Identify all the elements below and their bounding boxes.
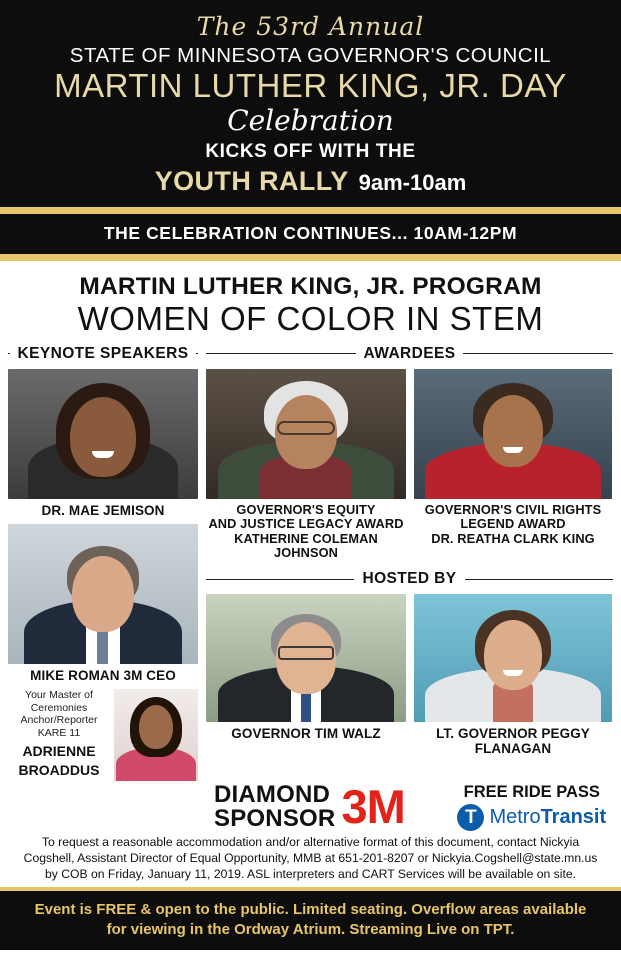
mc-name-line-1: ADRIENNE (22, 742, 96, 759)
caption-johnson-line-1: GOVERNOR'S EQUITY (236, 501, 376, 517)
person-card-tim-walz (206, 594, 406, 741)
accessibility-line-2: Cogshell, Assistant Director of Equal Opportunity, MMB at 651-201-8207 or Nickyia.Cogshell@state.mn.us (23, 851, 598, 865)
keynote-speakers-label: KEYNOTE SPEAKERS (17, 344, 189, 362)
photo-glasses (277, 421, 335, 435)
rule-right (196, 353, 198, 354)
mc-line-2: Anchor/Reporter KARE 11 (20, 714, 98, 739)
3m-logo: 3M (341, 780, 405, 834)
council-line: STATE OF MINNESOTA GOVERNOR'S COUNCIL (69, 44, 552, 68)
free-ride-block (457, 783, 606, 831)
rule-right-3 (465, 579, 613, 580)
person-card-jemison (8, 369, 198, 781)
youth-rally-row (10, 166, 611, 197)
sponsor-row (8, 780, 613, 834)
program-theme: WOMEN OF COLOR IN STEM (77, 300, 544, 338)
rule-left-2 (206, 353, 356, 354)
person-card-reatha-king (414, 369, 612, 546)
mlk-day-line: MARTIN LUTHER KING, JR. DAY (54, 67, 567, 105)
caption-tim-walz: GOVERNOR TIM WALZ (231, 726, 381, 742)
metro-wordmark (489, 806, 606, 829)
rule-left (8, 353, 10, 354)
poster-header (0, 0, 621, 207)
caption-king-line-2: LEGEND AWARD (460, 516, 566, 532)
diamond-line-2: SPONSOR (214, 805, 336, 833)
caption-johnson-line-2: AND JUSTICE LEGACY AWARD (208, 516, 404, 532)
diamond-line-1: DIAMOND (214, 781, 331, 809)
caption-king-line-1: GOVERNOR'S CIVIL RIGHTS (424, 501, 602, 517)
person-card-katherine-johnson (206, 369, 406, 560)
footer-line-2: for viewing in the Ordway Atrium. Streaming Live on TPT. (106, 920, 515, 938)
mc-block-adrienne (8, 689, 198, 781)
poster-body (0, 261, 621, 886)
photo-mike-roman (8, 524, 198, 664)
awardees-heading (206, 345, 613, 363)
photo-face-5 (483, 395, 543, 467)
caption-mike-roman: MIKE ROMAN 3M CEO (30, 668, 176, 684)
accessibility-notice (8, 831, 613, 887)
mc-line-1: Your Master of Ceremonies (25, 689, 93, 714)
program-title: MARTIN LUTHER KING, JR. PROGRAM (79, 273, 542, 301)
metro-word-transit: Transit (540, 806, 607, 829)
rule-right-2 (463, 353, 613, 354)
keynote-speakers-heading (8, 345, 198, 363)
metro-word-metro: Metro (489, 806, 541, 829)
photo-tie-2 (301, 690, 311, 722)
celebration-continues-bar (0, 214, 621, 254)
gold-divider-bar (0, 207, 621, 214)
caption-peggy-flanagan: LT. GOVERNOR PEGGY FLANAGAN (436, 726, 590, 757)
metro-t-icon: T (457, 804, 484, 831)
photo-face-3 (139, 705, 173, 749)
gold-divider-bar-2 (0, 254, 621, 261)
youth-rally-title: YOUTH RALLY (154, 166, 349, 197)
photo-tim-walz (206, 594, 406, 722)
photo-face (70, 397, 136, 477)
photo-smile (92, 451, 114, 458)
annual-script-title: The 53rd Annual (196, 12, 425, 41)
photo-mae-jemison (8, 369, 198, 499)
accessibility-line-1: To request a reasonable accommodation and/or alternative format of this document, contact Nickyia (41, 835, 580, 850)
photo-adrienne-broaddus (114, 689, 198, 781)
person-card-peggy-flanagan (414, 594, 612, 756)
awardees-label: AWARDEES (363, 344, 456, 362)
footer-line-1: Event is FREE & open to the public. Limited seating. Overflow areas available (34, 900, 587, 918)
photo-face-2 (72, 556, 134, 632)
photo-face-7 (484, 620, 542, 690)
rule-left-3 (206, 579, 354, 580)
photo-reatha-king (414, 369, 612, 499)
mc-name-line-2: BROADDUS (18, 761, 100, 778)
photo-peggy-flanagan (414, 594, 612, 722)
youth-rally-time: 9am-10am (358, 170, 467, 196)
diamond-sponsor-label (214, 783, 335, 831)
accessibility-line-3: by COB on Friday, January 11, 2019. ASL interpreters and CART Services will be available on site. (44, 866, 577, 881)
photo-smile-2 (503, 447, 523, 453)
caption-king-line-3: DR. REATHA CLARK KING (431, 530, 595, 546)
free-ride-pass-label: FREE RIDE PASS (463, 783, 600, 802)
caption-johnson-line-3: KATHERINE COLEMAN JOHNSON (234, 530, 378, 560)
hosted-by-heading (206, 570, 613, 588)
photo-katherine-johnson (206, 369, 406, 499)
caption-mae-jemison: DR. MAE JEMISON (41, 502, 165, 518)
celebration-script: Celebration (227, 103, 394, 137)
hosted-by-label: HOSTED BY (362, 570, 457, 588)
celebration-continues-text: THE CELEBRATION CONTINUES... 10AM-12PM (103, 223, 518, 244)
metro-transit-logo (457, 804, 606, 831)
photo-tie (97, 628, 108, 664)
photo-glasses-2 (278, 646, 334, 660)
kicks-off-line: KICKS OFF WITH THE (205, 141, 416, 163)
poster-footer (0, 891, 621, 951)
